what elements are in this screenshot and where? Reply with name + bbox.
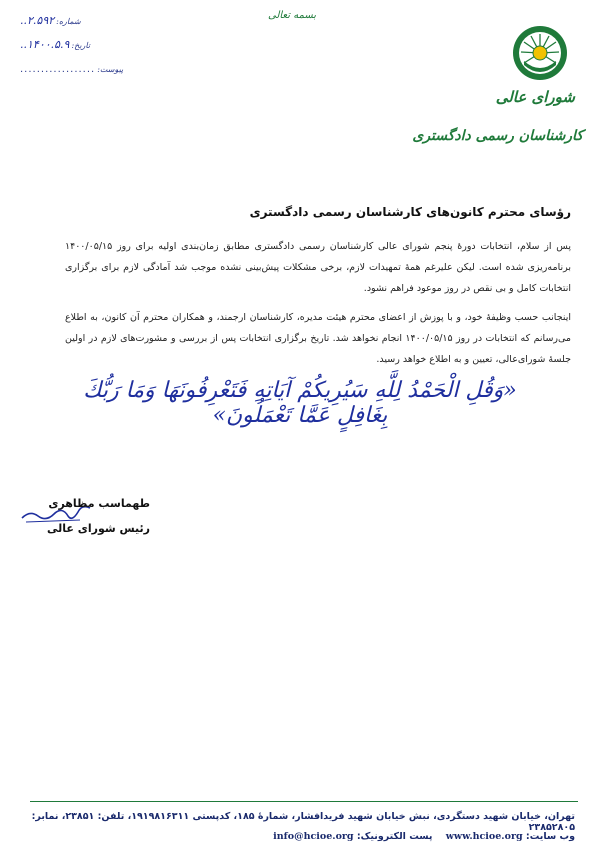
attachment-value: .................. — [20, 64, 96, 75]
quran-verse: «وَقُلِ الْحَمْدُ لِلَّهِ سَيُرِيكُمْ آيَاتِهِ فَتَعْرِفُونَهَا وَمَا رَبُّكَ بِغَافِلٍ عَمَّا تَعْمَلُونَ» — [83, 378, 517, 428]
organization-name-line1: شورای عالی — [495, 88, 575, 106]
addressee: رؤسای محترم کانون‌های کارشناسان رسمی دادگستری — [249, 205, 571, 219]
website-label: وب سایت: — [525, 831, 575, 842]
footer-divider — [30, 801, 578, 802]
website-link[interactable]: www.hcioe.org — [445, 831, 523, 842]
attachment-label: پیوست: — [97, 65, 124, 74]
number-label: شماره: — [56, 17, 81, 26]
organization-name-line2: کارشناسان رسمی دادگستری — [412, 128, 583, 144]
organization-logo — [512, 25, 568, 81]
letter-number — [20, 14, 81, 27]
signer-name: طهماسب مظاهری — [48, 497, 150, 510]
footer-contacts — [27, 831, 575, 842]
paragraph-1: پس از سلام، انتخابات دورهٔ پنجم شورای عالی کارشناسان رسمی دادگستری مطابق زمان‌بندی اولیه برای روز ۱۴۰۰/۰۵/۱۵ برنامه‌ریزی شده است. لیکن علیرغم همهٔ تمهیدات لازم، برخی مشکلات پیش‌بینی نشده موجب شد آمادگی لازم برای برگزاری انتخابات کامل و بی نقص در روز موعود فراهم نشود. — [65, 241, 571, 294]
number-value: ۲.۵۹۲.. — [20, 14, 55, 27]
letter-heading: بسمه تعالی — [268, 10, 317, 21]
letter-attachment — [20, 64, 123, 75]
signer-title: رئیس شورای عالی — [47, 522, 150, 535]
email-link[interactable]: info@hcioe.org — [273, 831, 354, 842]
date-label: تاریخ: — [71, 41, 91, 50]
date-value: ۱۴۰۰.۵.۹.. — [20, 38, 70, 51]
email-label: پست الکترونیک: — [356, 831, 433, 842]
paragraph-2: اینجانب حسب وظیفهٔ خود، و با پوزش از اعضای محترم هیئت مدیره، کارشناسان ارجمند، و همکاران محترم آن کانون، به اطلاع می‌رسانم که انتخابات در روز ۱۴۰۰/۰۵/۱۵ انجام نخواهد شد. تاریخ برگزاری انتخابات پس از بررسی و مشورت‌های لازم در اولین جلسهٔ شورای‌عالی، تعیین و به اطلاع خواهد رسید. — [65, 312, 572, 365]
letter-date — [20, 38, 90, 51]
footer-address: تهران، خیابان شهید دستگردی، نبش خیابان شهید فریدافشار، شمارهٔ ۱۸۵، کدپستی ۱۹۱۹۸۱۶۳۱۱، تلفن: ۲۳۸۵۱، نمابر: ۲۳۸۵۲۸۰۵ — [31, 811, 575, 833]
